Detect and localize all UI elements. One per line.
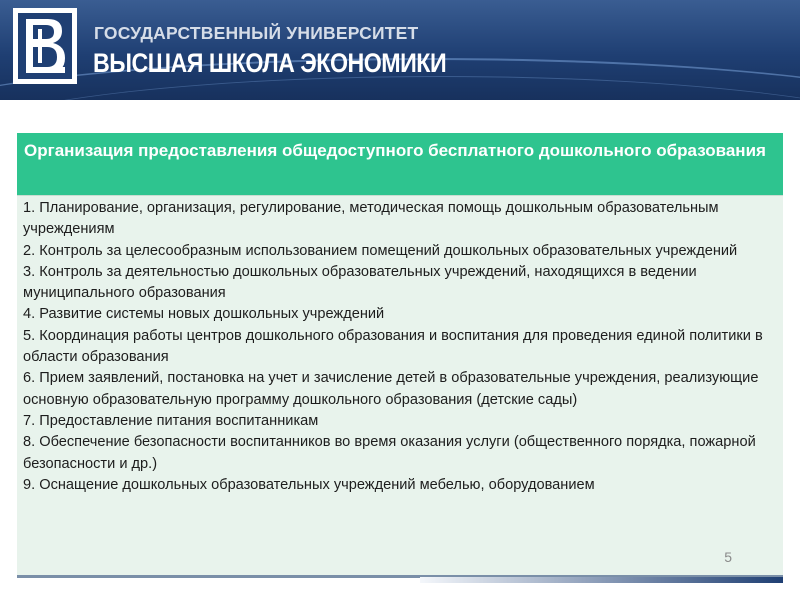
header-banner — [0, 0, 800, 100]
list-item: 7. Предоставление питания воспитанникам — [23, 412, 319, 429]
list-item: 3. Контроль за деятельностью дошкольных образовательных учреждений, находящихся в ведении муниципального образования — [23, 263, 697, 302]
list-item: 1. Планирование, организация, регулирование, методическая помощь дошкольным образовательным учреждениям — [23, 200, 719, 238]
list-item: 9. Оснащение дошкольных образовательных учреждений мебелью, оборудованием — [23, 476, 595, 493]
list-item: 4. Развитие системы новых дошкольных учреждений — [23, 306, 385, 323]
page-number: 5 — [724, 549, 732, 565]
content-list — [17, 195, 783, 575]
list-item: 2. Контроль за целесообразным использованием помещений дошкольных образовательных учреждений — [23, 242, 738, 259]
footer-accent-bar — [420, 577, 783, 583]
list-item: 5. Координация работы центров дошкольного образования и воспитания для проведения единой политики в области образования — [23, 327, 763, 366]
slide-title: Организация предоставления общедоступного бесплатного дошкольного образования — [17, 133, 783, 195]
university-name-line1: ГОСУДАРСТВЕННЫЙ УНИВЕРСИТЕТ — [94, 23, 419, 43]
list-item: 6. Прием заявлений, постановка на учет и зачисление детей в образовательные учреждения, реализующие основную образовательную программу дошкольного образования (детские сады) — [23, 370, 759, 408]
header-spacer — [0, 100, 800, 133]
list-item: 8. Обеспечение безопасности воспитанников во время оказания услуги (общественного порядка, пожарной безопасности и др.) — [23, 434, 756, 472]
hse-logo-icon — [12, 7, 78, 85]
university-name-line2: ВЫСШАЯ ШКОЛА ЭКОНОМИКИ — [93, 48, 447, 78]
